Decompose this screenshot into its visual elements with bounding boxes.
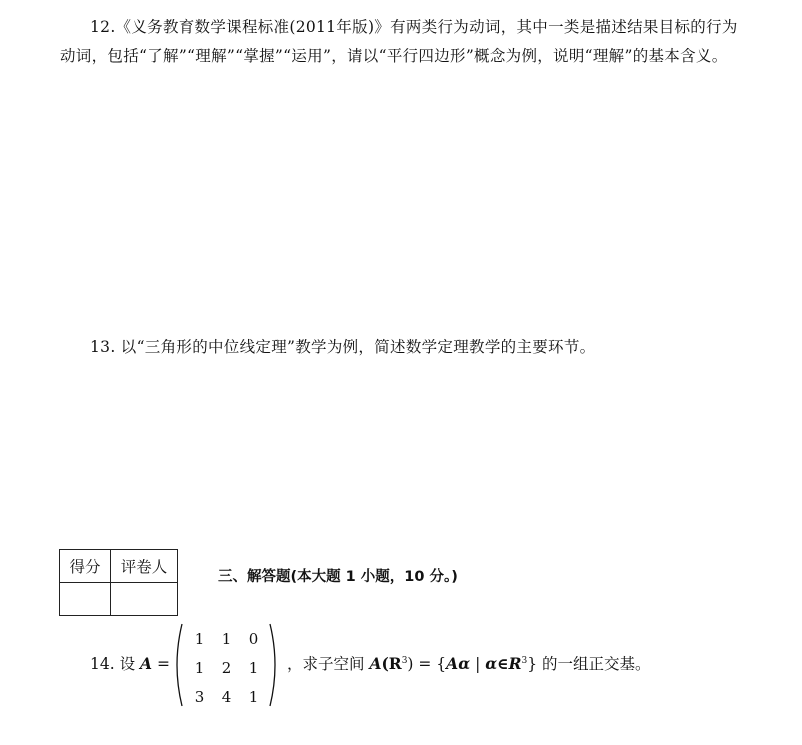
score-table (59, 549, 178, 616)
right-paren-icon (268, 622, 282, 708)
subspace-arg: (R (381, 654, 402, 673)
set-close: } 的一组正交基。 (527, 655, 651, 673)
score-header: 得分 (60, 550, 111, 583)
matrix-a (186, 624, 267, 711)
subspace-symbol: A (369, 654, 382, 673)
question-13: 13. 以“三角形的中位线定理”教学为例，简述数学定理教学的主要环节。 (90, 338, 596, 356)
set-exp: 3 (521, 655, 528, 666)
set-sep: | (470, 655, 486, 673)
grader-cell (111, 583, 178, 616)
score-cell (60, 583, 111, 616)
matrix-row (186, 624, 267, 653)
set-condition: α∈R (485, 654, 522, 673)
matrix-cell: 1 (194, 629, 205, 648)
question-14-rest (287, 652, 651, 674)
subspace-close: ) = { (407, 655, 447, 673)
question-12: 12.《义务教育数学课程标准(2011年版)》有两类行为动词，其中一类是描述结果目标的行为动词，包括“了解”“理解”“掌握”“运用”，请以“平行四边形”概念为例，说明“理解”的基本含义。 (60, 18, 738, 65)
set-body: Aα (446, 654, 471, 673)
left-paren-icon (170, 622, 184, 708)
matrix-cell: 0 (248, 629, 259, 648)
grader-header: 评卷人 (111, 550, 178, 583)
equals-sign: = (152, 655, 170, 673)
matrix-cell: 2 (221, 658, 232, 677)
matrix-row (186, 653, 267, 682)
matrix-row (186, 682, 267, 711)
matrix-cell: 1 (194, 658, 205, 677)
matrix-cell: 1 (248, 658, 259, 677)
question-14-label (90, 652, 170, 674)
matrix-name: A (140, 654, 153, 673)
matrix-cell: 4 (221, 687, 232, 706)
section-3-title: 三、解答题(本大题 1 小题，10 分。) (218, 569, 458, 585)
subspace-exp: 3 (401, 655, 408, 666)
q14-text-1: ，求子空间 (287, 655, 370, 673)
matrix-cell: 1 (221, 629, 232, 648)
q14-prefix: 14. 设 (90, 655, 141, 673)
matrix-cell: 3 (194, 687, 205, 706)
matrix-cell: 1 (248, 687, 259, 706)
